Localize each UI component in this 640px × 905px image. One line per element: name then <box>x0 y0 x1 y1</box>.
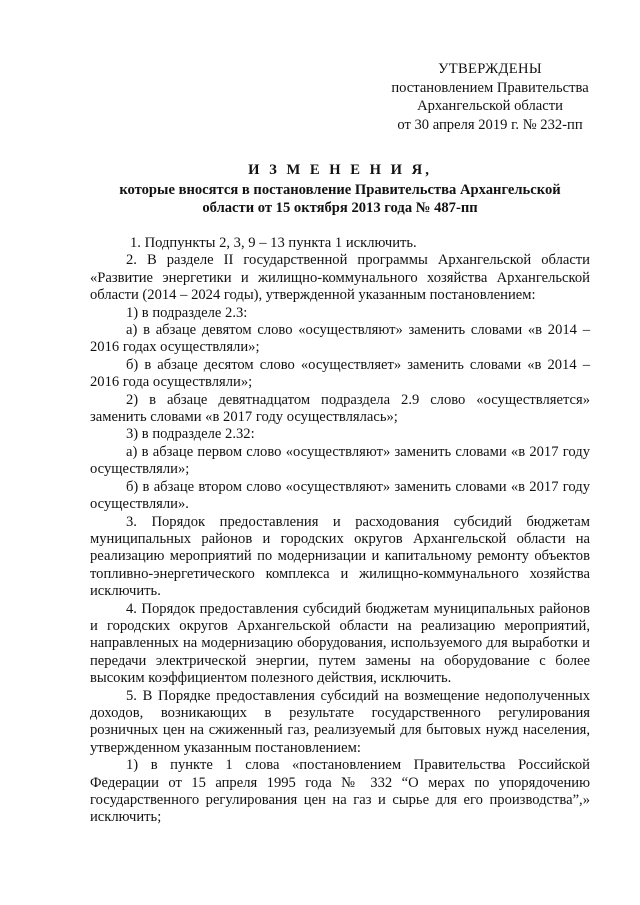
paragraph-item-1: 1. Подпункты 2, 3, 9 – 13 пункта 1 исключить. <box>130 235 417 251</box>
paragraph-item-2: 2. В разделе II государственной программы Архангельской области «Развитие энергетики и жилищно-коммунального хозяйства Архангельской области (2014 – 2024 годы), утвержденной указанным постановлением: <box>90 252 590 304</box>
paragraph-subitem-2-1-b: б) в абзаце десятом слово «осуществляет» заменить словами «в 2014 – 2016 года осуществляли»; <box>90 356 590 391</box>
paragraph-subitem-5-1: 1) в пункте 1 слова «постановлением Правительства Российской Федерации от 15 апреля 1995 года № 332 “О мерах по упорядочению государственного регулирования цен на газ и сырье для его производства”,» исключить; <box>90 757 590 826</box>
paragraph-subitem-2-2: 2) в абзаце девятнадцатом подраздела 2.9 слово «осуществляется» заменить словами «в 2017 году осуществлялась»; <box>90 391 590 426</box>
approval-line-1: постановлением Правительства <box>391 79 589 96</box>
paragraph-item-5: 5. В Порядке предоставления субсидий на возмещение недополученных доходов, возникающих в результате государственного регулирования розничных цен на сжиженный газ, реализуемый для бытовых нужд населения, утвержденном указанным постановлением: <box>90 687 590 756</box>
paragraph-subitem-2-1: 1) в подразделе 2.3: <box>126 304 248 321</box>
paragraph-item-3: 3. Порядок предоставления и расходования субсидий бюджетам муниципальных районов и городских округов Архангельской области на реализацию мероприятий по модернизации и капитальному ремонту объектов топливно-энергетического комплекса и жилищно-коммунального хозяйства исключить. <box>90 513 590 600</box>
approval-heading: УТВЕРЖДЕНЫ <box>438 61 542 77</box>
approval-line-2: Архангельской области <box>417 98 563 114</box>
title-line-1: которые вносятся в постановление Правительства Архангельской <box>119 181 561 198</box>
paragraph-subitem-2-3-b: б) в абзаце втором слово «осуществляют» заменить словами «в 2017 году осуществляли». <box>90 478 590 513</box>
title-line-2: области от 15 октября 2013 года № 487-пп <box>202 200 478 216</box>
paragraph-subitem-2-1-a: а) в абзаце девятом слово «осуществляют» заменить словами «в 2014 – 2016 годах осуществляли»; <box>90 322 590 356</box>
title-heading: И З М Е Н Е Н И Я, <box>248 162 432 178</box>
approval-line-3: от 30 апреля 2019 г. № 232-пп <box>397 116 583 133</box>
document-body <box>90 235 590 827</box>
document-title <box>90 161 590 218</box>
approval-stamp <box>370 60 610 134</box>
paragraph-subitem-2-3-a: а) в абзаце первом слово «осуществляют» заменить словами «в 2017 году осуществляли»; <box>90 443 590 478</box>
paragraph-subitem-2-3: 3) в подразделе 2.32: <box>126 426 255 443</box>
paragraph-item-4: 4. Порядок предоставления субсидий бюджетам муниципальных районов и городских округов Архангельской области на реализацию мероприятий, направленных на модернизацию оборудования, используемого для выработки и передачи электрической энергии, путем замены на оборудование с более высоким коэффициентом полезного действия, исключить. <box>90 600 590 687</box>
